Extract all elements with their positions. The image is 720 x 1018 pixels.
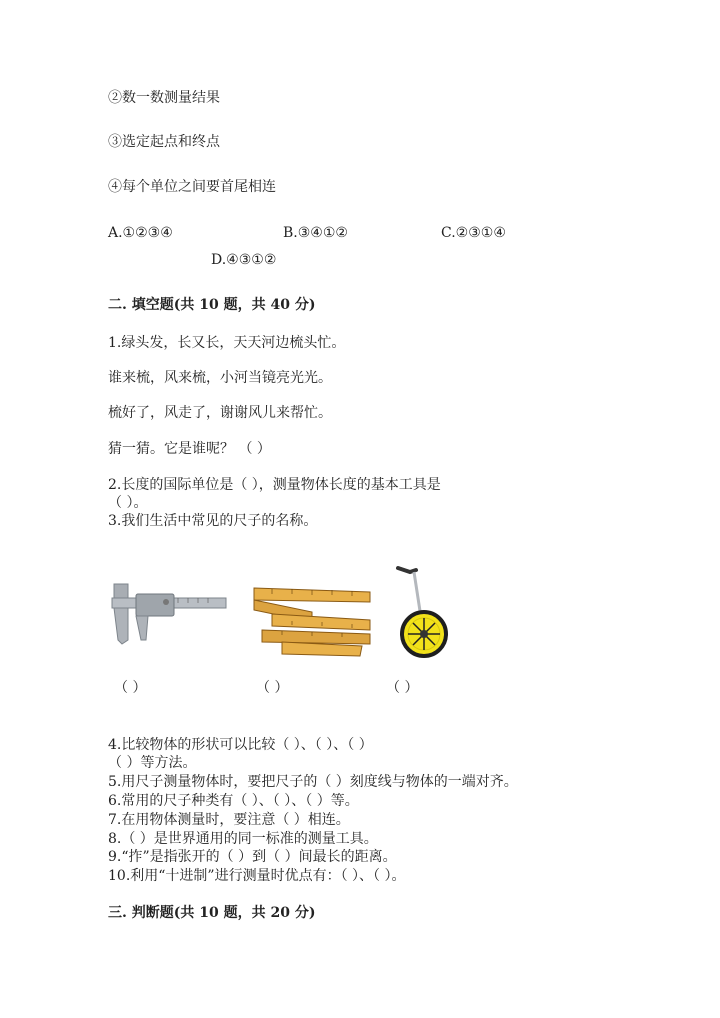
q9: 9.“拃”是指张开的（ ）到（ ）间最长的距离。 bbox=[108, 849, 397, 865]
q4-line-2: （ ）等方法。 bbox=[108, 755, 197, 771]
section-3-heading: 三. 判断题(共 10 题，共 20 分) bbox=[108, 905, 316, 921]
q6: 6.常用的尺子种类有（ ）、（ ）、（ ）等。 bbox=[108, 793, 359, 809]
q1-line-4: 猜一猜。它是谁呢？ （ ） bbox=[108, 441, 271, 457]
q7: 7.在用物体测量时，要注意（ ）相连。 bbox=[108, 812, 350, 828]
q3-blank-folding-ruler[interactable]: （ ） bbox=[256, 680, 289, 696]
q10: 10.利用“十进制”进行测量时优点有：（ ）、（ ）。 bbox=[108, 868, 406, 884]
folding-ruler-image bbox=[252, 584, 374, 658]
q2-line-1: 2.长度的国际单位是（ ），测量物体长度的基本工具是 bbox=[108, 477, 441, 493]
q8: 8.（ ）是世界通用的同一标准的测量工具。 bbox=[108, 831, 378, 847]
q3-blank-caliper[interactable]: （ ） bbox=[114, 680, 147, 696]
q2-line-2: （ ）。 bbox=[108, 495, 148, 511]
q1-line-2: 谁来梳，风来梳，小河当镜亮光光。 bbox=[108, 370, 332, 386]
measuring-wheel-image bbox=[392, 562, 454, 664]
option-d[interactable]: D.④③①② bbox=[211, 252, 277, 268]
section-2-heading: 二. 填空题(共 10 题，共 40 分) bbox=[108, 297, 316, 313]
q5: 5.用尺子测量物体时，要把尺子的（ ）刻度线与物体的一端对齐。 bbox=[108, 774, 518, 790]
q3-text: 3.我们生活中常见的尺子的名称。 bbox=[108, 513, 318, 529]
option-a[interactable]: A.①②③④ bbox=[108, 225, 173, 241]
q4-line-1: 4.比较物体的形状可以比较（ ）、（ ）、（ ） bbox=[108, 737, 373, 753]
step-4: ④每个单位之间要首尾相连 bbox=[108, 179, 276, 195]
step-2: ②数一数测量结果 bbox=[108, 90, 220, 106]
option-c[interactable]: C.②③①④ bbox=[441, 225, 506, 241]
q3-blank-measuring-wheel[interactable]: （ ） bbox=[386, 680, 419, 696]
caliper-image bbox=[108, 578, 228, 648]
q1-line-1: 1.绿头发，长又长，天天河边梳头忙。 bbox=[108, 335, 346, 351]
q1-line-3: 梳好了，风走了，谢谢风儿来帮忙。 bbox=[108, 405, 332, 421]
option-b[interactable]: B.③④①② bbox=[283, 225, 348, 241]
step-3: ③选定起点和终点 bbox=[108, 134, 220, 150]
